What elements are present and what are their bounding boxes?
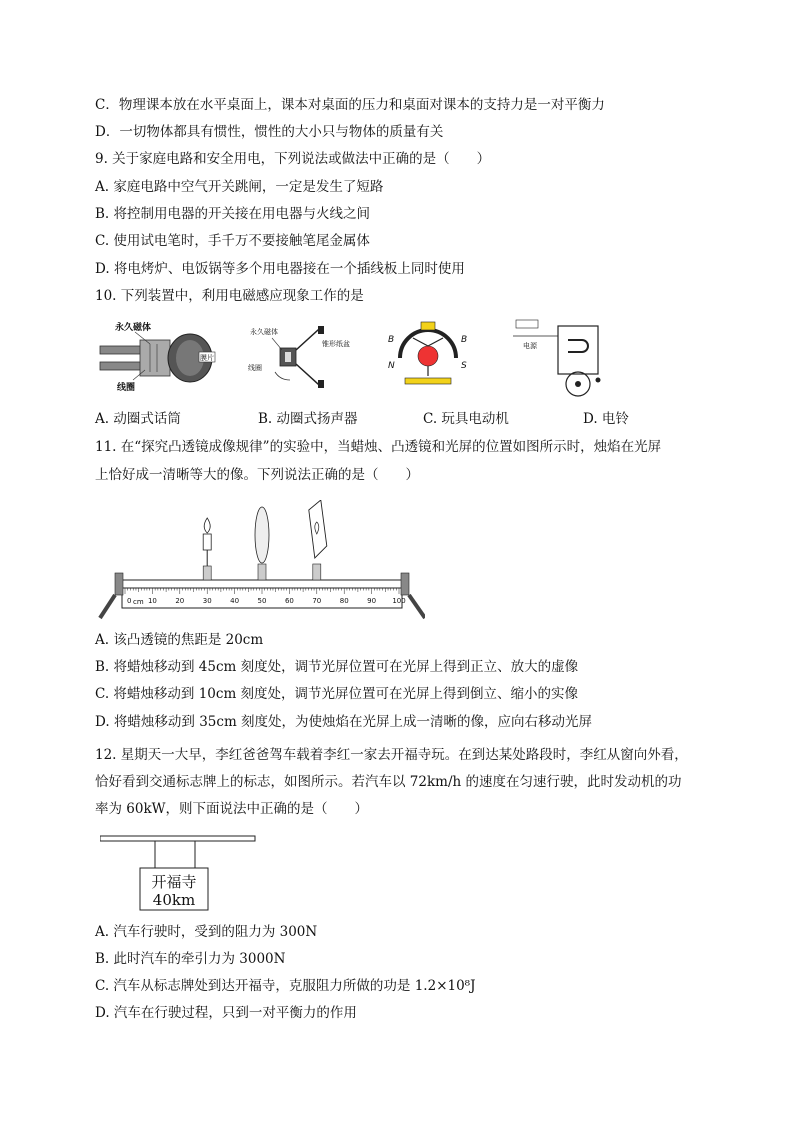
q12-option-a: A. 汽车行驶时，受到的阻力为 300N: [95, 924, 318, 940]
q12-option-c: C. 汽车从标志牌处到达开福寺，克服阻力所做的功是 1.2×10⁸J: [95, 978, 476, 994]
ruler-tick-label: 40: [230, 597, 240, 605]
q11-stem-line2: 上恰好成一清晰等大的像。下列说法正确的是（ ）: [95, 467, 419, 483]
q11-option-d: D. 将蜡烛移动到 35cm 刻度处，为使烛焰在光屏上成一清晰的像，应向右移动光屏: [95, 714, 593, 730]
fig1-label-coil: 线圈: [117, 383, 136, 393]
electric-bell-figure: [508, 318, 608, 398]
q8-option-d: D．一切物体都具有惯性，惯性的大小只与物体的质量有关: [95, 124, 444, 140]
ruler-tick-label: 0: [127, 597, 132, 605]
q9-option-a: A. 家庭电路中空气开关跳闸，一定是发生了短路: [95, 179, 384, 195]
fig2-label-magnet: 永久磁体: [250, 328, 278, 336]
fig2-label-cone: 锥形纸盆: [322, 340, 350, 348]
ruler-tick-label: 50: [257, 597, 267, 605]
optical-bench-figure: [95, 500, 425, 625]
ruler-tick-label: 20: [175, 597, 185, 605]
ruler-tick-label: 10: [147, 597, 157, 605]
q10-option-a: A. 动圈式话筒: [95, 411, 181, 427]
sign-distance: 40km: [152, 891, 196, 909]
candle: [203, 518, 211, 580]
motor-figure: [385, 318, 475, 393]
q9-stem: 9. 关于家庭电路和安全用电，下列说法或做法中正确的是（ ）: [95, 151, 491, 167]
q10-stem: 10. 下列装置中，利用电磁感应现象工作的是: [95, 288, 364, 304]
ruler-tick-label: 90: [367, 597, 377, 605]
q11-option-c: C. 将蜡烛移动到 10cm 刻度处，调节光屏位置可在光屏上得到倒立、缩小的实像: [95, 686, 579, 702]
bench-rail: [122, 580, 402, 588]
q10-option-b: B. 动圈式扬声器: [258, 411, 358, 427]
q11-option-a: A. 该凸透镜的焦距是 20cm: [95, 632, 264, 648]
ruler-tick-label: 80: [339, 597, 349, 605]
q8-option-c: C．物理课本放在水平桌面上，课本对桌面的压力和桌面对课本的支持力是一对平衡力: [95, 97, 605, 113]
ruler-tick-label: 30: [202, 597, 212, 605]
fig3-label-b-left: B: [388, 335, 395, 345]
q12-option-b: B. 此时汽车的牵引力为 3000N: [95, 951, 286, 967]
q10-option-d: D. 电铃: [583, 411, 629, 427]
ruler-tick-label: 70: [312, 597, 322, 605]
sign-bar: [100, 836, 255, 841]
ruler-unit-label: cm: [133, 598, 144, 606]
sign-place: 开福寺: [151, 873, 197, 891]
fig2-label-coil: 线圈: [248, 364, 262, 372]
microphone-figure: [95, 318, 220, 398]
fig3-label-s: S: [461, 361, 467, 371]
fig3-label-b-right: B: [461, 335, 468, 345]
fig4-label-power: 电源: [523, 342, 537, 350]
q11-stem-line1: 11. 在“探究凸透镜成像规律”的实验中，当蜡烛、凸透镜和光屏的位置如图所示时，烛焰在光屏: [95, 439, 662, 455]
q12-stem-line3: 率为 60kW，则下面说法中正确的是（ ）: [95, 801, 369, 817]
light-screen: [309, 500, 327, 580]
q12-option-d: D. 汽车在行驶过程，只到一对平衡力的作用: [95, 1005, 357, 1021]
ruler-tick-label: 60: [284, 597, 294, 605]
traffic-sign-figure: [100, 832, 260, 914]
q12-stem-line1: 12. 星期天一大早，李红爸爸驾车载着李红一家去开福寺玩。在到达某处路段时，李红从窗向外看，: [95, 747, 688, 763]
q11-option-b: B. 将蜡烛移动到 45cm 刻度处，调节光屏位置可在光屏上得到正立、放大的虚像: [95, 659, 579, 675]
fig1-label-diaphragm: 膜片: [200, 354, 214, 362]
convex-lens: [255, 507, 269, 580]
q12-stem-line2: 恰好看到交通标志牌上的标志，如图所示。若汽车以 72km/h 的速度在匀速行驶，此时发动机的功: [95, 774, 682, 790]
q9-option-c: C. 使用试电笔时，手千万不要接触笔尾金属体: [95, 233, 370, 249]
fig1-label-magnet: 永久磁体: [115, 323, 152, 333]
q10-option-c: C. 玩具电动机: [423, 411, 509, 427]
fig3-label-n: N: [388, 361, 395, 371]
q9-option-d: D. 将电烤炉、电饭锅等多个用电器接在一个插线板上同时使用: [95, 261, 465, 277]
ruler-tick-label: 100: [392, 597, 406, 605]
speaker-figure: [240, 322, 365, 397]
q9-option-b: B. 将控制用电器的开关接在用电器与火线之间: [95, 206, 371, 222]
